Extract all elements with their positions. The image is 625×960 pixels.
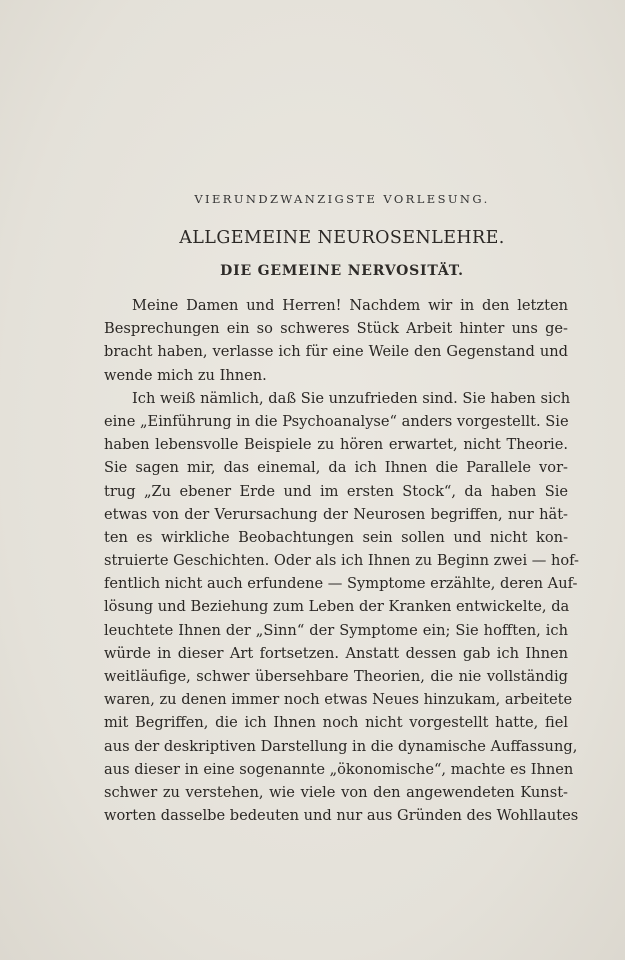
text-line: leuchtete Ihnen der „Sinn“ der Symptome ein; Sie hofften, ich bbox=[104, 621, 568, 639]
chapter-title: ALLGEMEINE NEUROSENLEHRE. bbox=[179, 228, 505, 248]
text-line: trug „Zu ebener Erde und im ersten Stock“, da haben Sie bbox=[104, 482, 568, 500]
text-line: Ich weiß nämlich, daß Sie unzufrieden sind. Sie haben sich bbox=[132, 389, 571, 407]
text-line: lösung und Beziehung zum Leben der Kranken entwickelte, da bbox=[104, 598, 570, 616]
text-line: Meine Damen und Herren! Nachdem wir in den letzten bbox=[132, 297, 568, 314]
section-title: DIE GEMEINE NERVOSITÄT. bbox=[220, 263, 464, 279]
text-line: etwas von der Verursachung der Neurosen begriffen, nur hät- bbox=[104, 505, 568, 523]
text-line: worten dasselbe bedeuten und nur aus Gründen des Wohllautes bbox=[104, 807, 579, 825]
body-text bbox=[104, 294, 579, 827]
text-line: bracht haben, verlasse ich für eine Weile den Gegenstand und bbox=[104, 343, 568, 361]
text-line: struierte Geschichten. Oder als ich Ihnen zu Beginn zwei — hof- bbox=[104, 552, 579, 570]
text-line: würde in dieser Art fortsetzen. Anstatt dessen gab ich Ihnen bbox=[104, 644, 568, 662]
text-line: waren, zu denen immer noch etwas Neues hinzukam, arbeitete bbox=[104, 691, 573, 709]
text-line: Besprechungen ein so schweres Stück Arbeit hinter uns ge- bbox=[104, 320, 568, 338]
text-line: haben lebensvolle Beispiele zu hören erwartet, nicht Theorie. bbox=[104, 436, 568, 454]
text-line: fentlich nicht auch erfundene — Symptome erzählte, deren Auf- bbox=[104, 575, 578, 593]
text-line: ten es wirkliche Beobachtungen sein sollen und nicht kon- bbox=[104, 528, 568, 546]
paragraph-2 bbox=[104, 387, 579, 828]
text-line: weitläufige, schwer übersehbare Theorien, die nie vollständig bbox=[104, 668, 568, 685]
text-line: aus der deskriptiven Darstellung in die dynamische Auffassung, bbox=[104, 737, 578, 755]
text-line: aus dieser in eine sogenannte „ökonomische“, machte es Ihnen bbox=[104, 760, 574, 778]
lecture-number: VIERUNDZWANZIGSTE VORLESUNG. bbox=[194, 192, 490, 206]
text-line: Sie sagen mir, das einemal, da ich Ihnen die Parallele vor- bbox=[104, 459, 568, 477]
paragraph-1 bbox=[104, 294, 568, 387]
text-line: mit Begriffen, die ich Ihnen noch nicht vorgestellt hatte, fiel bbox=[104, 714, 568, 732]
text-line: eine „Einführung in die Psychoanalyse“ anders vorgestellt. Sie bbox=[104, 412, 569, 430]
text-line: wende mich zu Ihnen. bbox=[104, 366, 267, 384]
text-line: schwer zu verstehen, wie viele von den angewendeten Kunst- bbox=[104, 783, 568, 801]
